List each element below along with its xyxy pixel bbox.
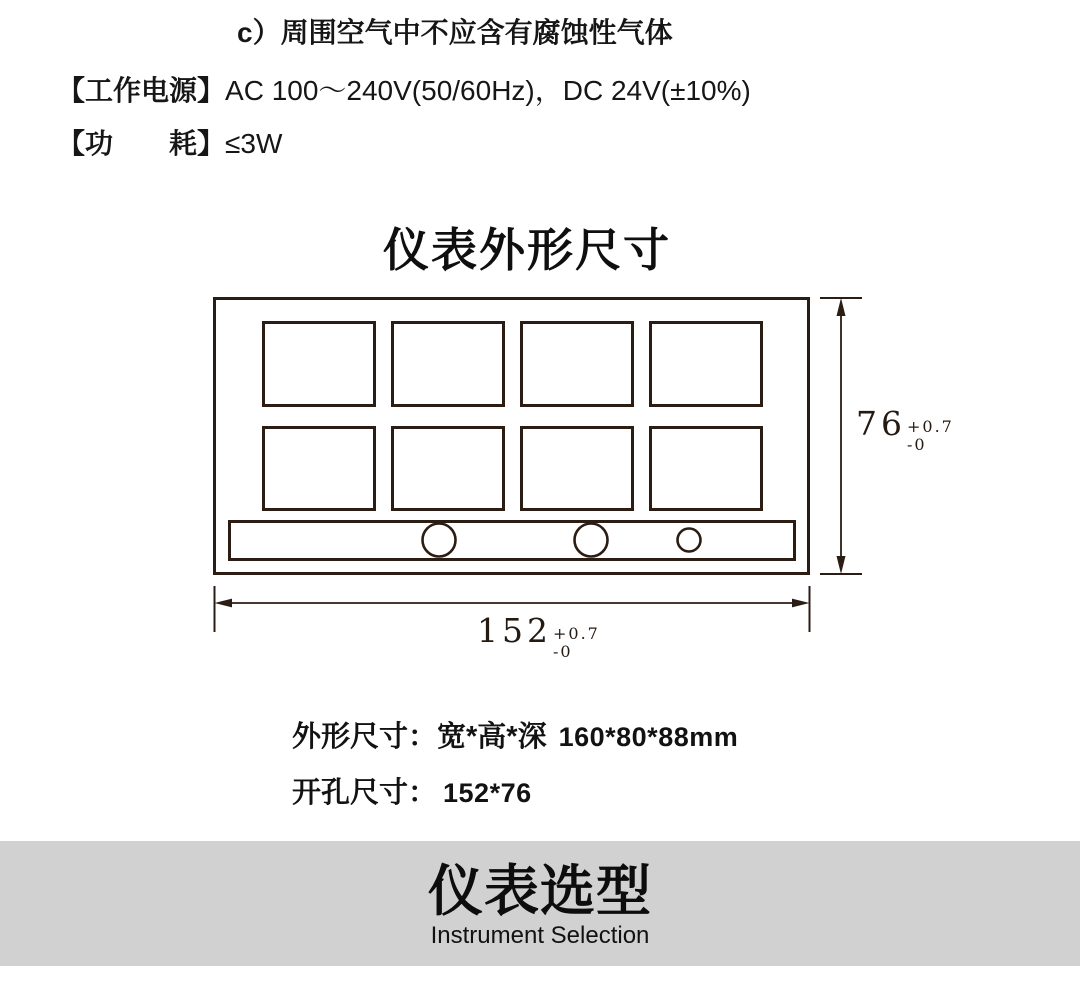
button-circle <box>423 524 456 557</box>
display-window <box>651 323 762 406</box>
height-dimension-label <box>856 404 954 455</box>
outline-size-value: 160*80*88mm <box>558 722 739 752</box>
power-consumption-value: ≤3W <box>225 128 283 159</box>
banner-subtitle: Instrument Selection <box>430 921 650 949</box>
panel-outline <box>215 299 809 574</box>
power-consumption-label: 【功 耗】 <box>57 128 226 159</box>
display-window <box>522 428 633 510</box>
display-window <box>393 323 504 406</box>
ambient-air-clause: c）周围空气中不应含有腐蚀性气体 <box>237 17 673 48</box>
display-window <box>264 323 375 406</box>
display-window <box>264 428 375 510</box>
outline-size-dims-cn: 宽*高*深 <box>437 721 547 753</box>
diagram-title: 仪表外形尺寸 <box>383 224 671 276</box>
height-lower-tolerance: -0 <box>907 435 927 455</box>
instrument-selection-banner <box>0 841 1080 966</box>
outline-size-line <box>292 714 738 755</box>
display-window <box>651 428 762 510</box>
button-circle <box>678 529 701 552</box>
cutout-size-label: 开孔尺寸： <box>292 777 438 809</box>
outline-size-label: 外形尺寸： <box>292 721 438 753</box>
button-circle <box>575 524 608 557</box>
banner-title: 仪表选型 <box>427 860 652 923</box>
height-upper-tolerance: +0.7 <box>907 417 954 436</box>
height-dimension-value: 76 <box>856 404 906 443</box>
power-supply-label: 【工作电源】 <box>57 75 226 106</box>
display-window <box>393 428 504 510</box>
power-supply-value: AC 100～240V(50/60Hz)，DC 24V(±10%) <box>225 75 751 106</box>
cutout-size-value: 152*76 <box>443 778 532 808</box>
width-lower-tolerance: -0 <box>553 642 573 662</box>
width-dimension-label <box>477 611 600 662</box>
cutout-size-line <box>292 770 532 811</box>
display-window <box>522 323 633 406</box>
width-dimension-value: 152 <box>477 611 552 650</box>
width-upper-tolerance: +0.7 <box>553 624 600 643</box>
key-strip <box>230 522 795 560</box>
